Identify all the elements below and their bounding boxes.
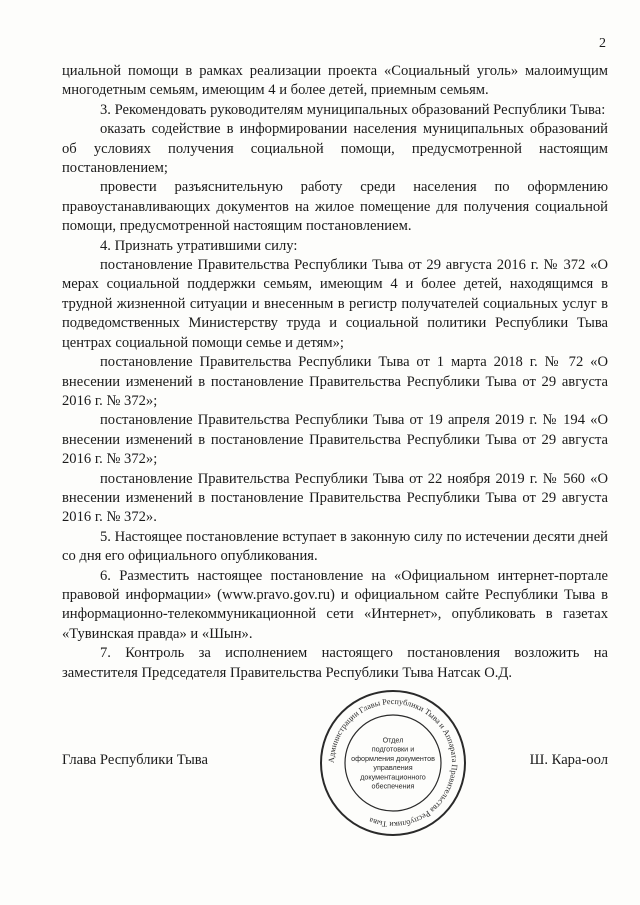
paragraph: постановление Правительства Республики Тыва от 19 апреля 2019 г. № 194 «О внесении изменений в постановление Правительства Республики Тыва от 29 августа 2016 г. № 372»;	[62, 412, 608, 468]
seal-text-line: оформления документов	[351, 753, 435, 763]
signatory-name: Ш. Кара-оол	[529, 752, 608, 768]
signatory-position: Глава Республики Тыва	[62, 752, 208, 768]
paragraph: 4. Признать утратившими силу:	[100, 237, 298, 254]
document-body	[62, 62, 608, 683]
svg-text:Администрации Главы Республики: Администрации Главы Республики Тыва и Аппарата Правительства Республики Тыва	[326, 696, 460, 830]
paragraph: 6. Разместить настоящее постановление на «Официальном интернет-портале правовой информации» (www.pravo.gov.ru) и официальном сайте Республики Тыва в информационно-телекоммуникационной сети «Интернет», опубликовать в газетах «Тувинская правда» и «Шын».	[62, 567, 608, 642]
seal-text-line: управления	[373, 763, 413, 773]
seal-text-line: подготовки и	[371, 744, 415, 754]
seal-text-line: обеспечения	[371, 781, 415, 791]
paragraph: постановление Правительства Республики Тыва от 22 ноября 2019 г. № 560 «О внесении изменений в постановление Правительства Республики Тыва от 29 августа 2016 г. № 372».	[62, 470, 608, 526]
paragraph: 5. Настоящее постановление вступает в законную силу по истечении десяти дней со дня его официального опубликования.	[62, 528, 608, 565]
paragraph: 3. Рекомендовать руководителям муниципальных образований Республики Тыва:	[100, 101, 606, 118]
paragraph: постановление Правительства Республики Тыва от 29 августа 2016 г. № 372 «О мерах социальной поддержки семьям, имеющим 4 и более детей, находящимся в трудной жизненной ситуации и внесенным в регистр получателей социальных услуг в подведомственных Министерству труда и социальной политики Республики Тыва центрах социальной помощи семье и детям»;	[62, 257, 608, 351]
seal-text-line: Отдел	[382, 735, 404, 745]
paragraph: 7. Контроль за исполнением настоящего постановления возложить на заместителя Председателя Правительства Республики Тыва Натсак О.Д.	[62, 645, 608, 681]
paragraph: постановление Правительства Республики Тыва от 1 марта 2018 г. № 72 «О внесении изменений в постановление Правительства Республики Тыва от 29 августа 2016 г. № 372»;	[62, 354, 608, 409]
paragraph: циальной помощи в рамках реализации проекта «Социальный уголь» малоимущим многодетным семьям, имеющим 4 и более детей, приемным семьям.	[62, 63, 608, 99]
paragraph: оказать содействие в информировании населения муниципальных образований об условиях получения социальной помощи, предусмотренной настоящим постановлением;	[62, 121, 608, 177]
paragraph: провести разъяснительную работу среди населения по оформлению правоустанавливающих документов на жилое помещение для получения социальной помощи, предусмотренной настоящим постановлением.	[62, 179, 608, 235]
official-seal	[318, 688, 468, 838]
seal-text-line: документационного	[360, 772, 426, 782]
page-number: 2	[599, 36, 606, 51]
